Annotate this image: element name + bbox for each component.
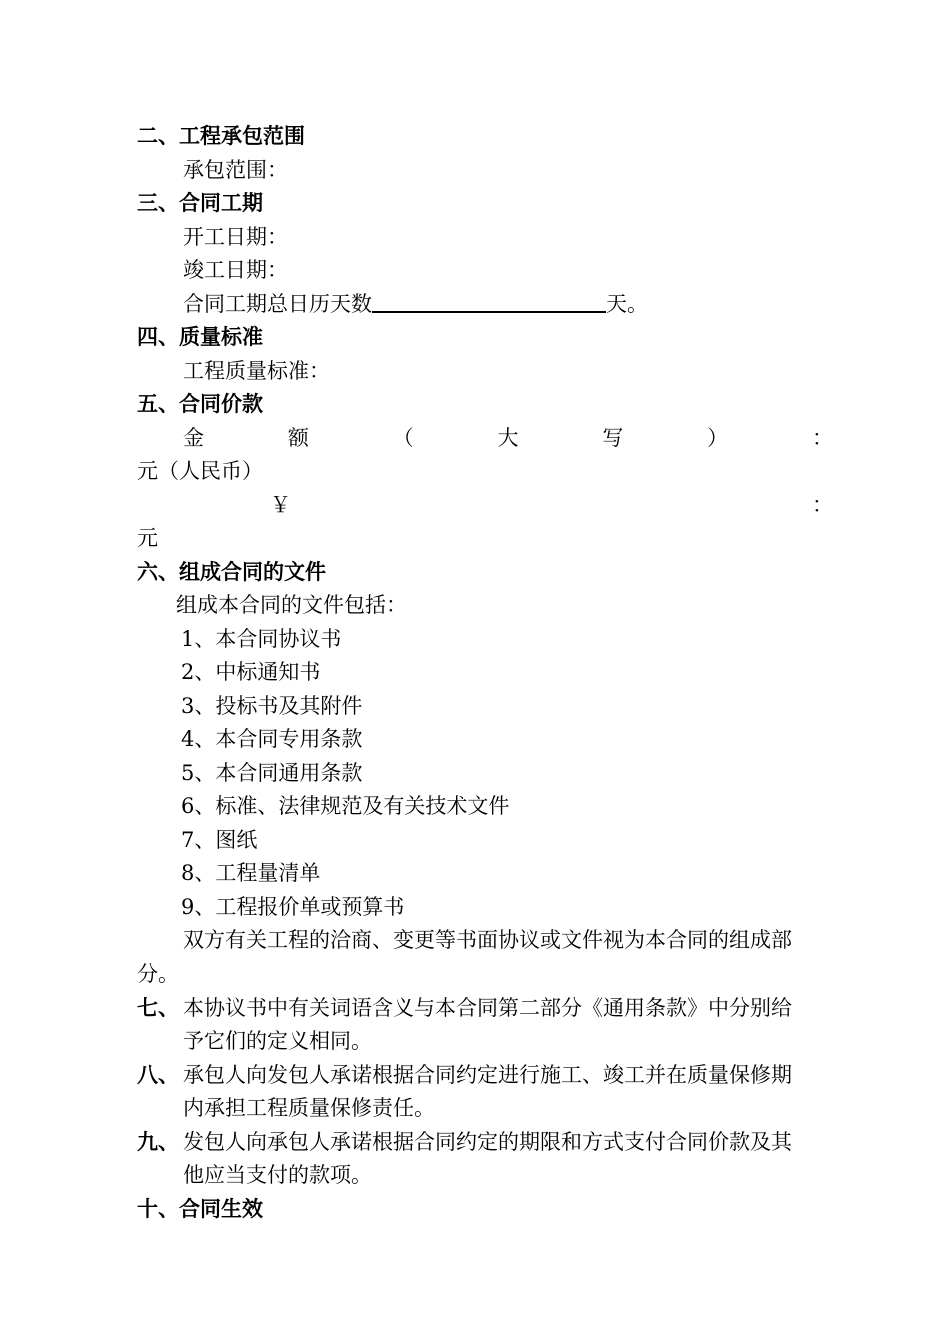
total-days-blank — [372, 291, 606, 313]
section-7-line1: 本协议书中有关词语含义与本合同第二部分《通用条款》中分别给 — [183, 996, 792, 1020]
section-7-number: 七、 — [137, 996, 179, 1020]
amount-char: 大 — [497, 426, 519, 450]
section-8-number: 八、 — [137, 1063, 179, 1087]
doc-item: 1、本合同协议书 — [181, 627, 342, 651]
documents-note-line1: 双方有关工程的洽商、变更等书面协议或文件视为本合同的组成部 — [183, 928, 792, 952]
section-9-number: 九、 — [137, 1130, 179, 1154]
documents-note-line2: 分。 — [137, 962, 179, 986]
doc-item: 8、工程量清单 — [181, 861, 321, 885]
documents-intro: 组成本合同的文件包括： — [176, 593, 407, 617]
doc-item: 4、本合同专用条款 — [181, 727, 363, 751]
doc-item: 7、图纸 — [181, 828, 258, 852]
section-8-line2: 内承担工程质量保修责任。 — [183, 1096, 435, 1120]
amount-words-row — [183, 424, 833, 452]
total-days-line — [183, 290, 648, 318]
section-3-heading: 三、合同工期 — [137, 191, 263, 215]
amount-char: ） — [707, 426, 729, 450]
amount-colon: ： — [812, 493, 833, 517]
scope-line: 承包范围： — [183, 158, 288, 182]
section-8-line1: 承包人向发包人承诺根据合同约定进行施工、竣工并在质量保修期 — [183, 1063, 792, 1087]
yen-symbol: ￥ — [270, 493, 291, 517]
amount-figure-unit: 元 — [137, 526, 158, 550]
amount-char: 金 — [183, 426, 204, 450]
amount-char: （ — [392, 426, 414, 450]
amount-char: 额 — [287, 426, 309, 450]
quality-standard-line: 工程质量标准： — [183, 359, 330, 383]
section-7-line2: 予它们的定义相同。 — [183, 1029, 372, 1053]
doc-item: 5、本合同通用条款 — [181, 761, 363, 785]
section-4-heading: 四、质量标准 — [137, 325, 263, 349]
total-days-unit: 天。 — [606, 292, 648, 316]
amount-figure-row — [270, 491, 833, 519]
section-5-heading: 五、合同价款 — [137, 392, 263, 416]
section-10-heading: 十、合同生效 — [137, 1197, 263, 1221]
doc-item: 6、标准、法律规范及有关技术文件 — [181, 794, 510, 818]
total-days-label: 合同工期总日历天数 — [183, 292, 372, 316]
amount-words-unit: 元（人民币） — [137, 459, 263, 483]
doc-item: 3、投标书及其附件 — [181, 694, 363, 718]
section-9-line2: 他应当支付的款项。 — [183, 1163, 372, 1187]
amount-colon: ： — [811, 426, 833, 450]
completion-date-line: 竣工日期： — [183, 258, 288, 282]
start-date-line: 开工日期： — [183, 225, 288, 249]
doc-item: 2、中标通知书 — [181, 660, 321, 684]
doc-item: 9、工程报价单或预算书 — [181, 895, 405, 919]
amount-char: 写 — [602, 426, 624, 450]
section-6-heading: 六、组成合同的文件 — [137, 560, 326, 584]
section-9-line1: 发包人向承包人承诺根据合同约定的期限和方式支付合同价款及其 — [183, 1130, 792, 1154]
section-2-heading: 二、工程承包范围 — [137, 124, 305, 148]
